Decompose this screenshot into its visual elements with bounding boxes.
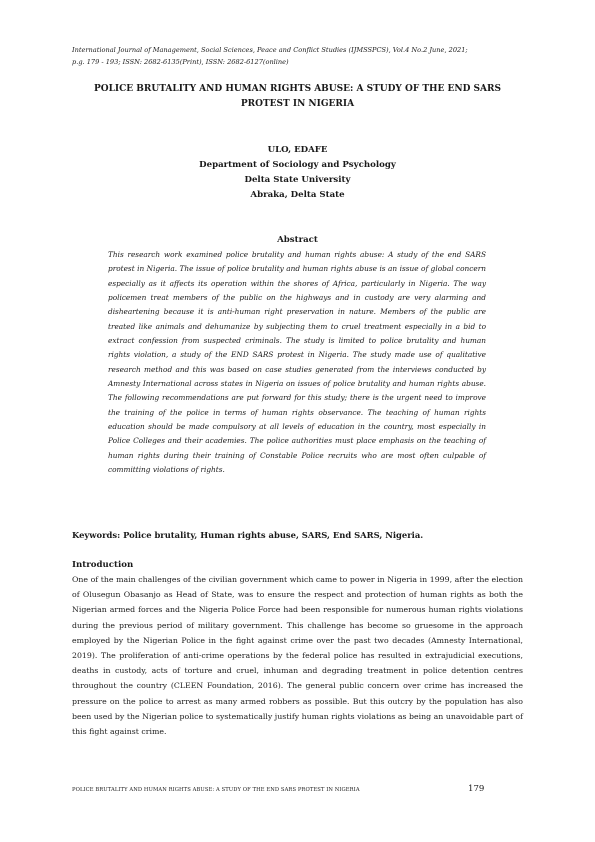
abstract-heading: Abstract — [277, 235, 318, 245]
article-title-line-2: PROTEST IN NIGERIA — [240, 99, 355, 109]
author-block — [72, 143, 523, 203]
journal-citation-line-1: International Journal of Management, Social Sciences, Peace and Conflict Studies (IJMSSPCS), Vol.4 No.2 June, 2021; — [72, 46, 468, 54]
introduction-heading: Introduction — [72, 560, 134, 570]
journal-header — [72, 44, 532, 68]
article-title-line-1: POLICE BRUTALITY AND HUMAN RIGHTS ABUSE: A STUDY OF THE END SARS — [93, 84, 502, 94]
journal-citation-line-2: p.g. 179 - 193; ISSN: 2682-6135(Print), ISSN: 2682-6127(online) — [72, 58, 289, 66]
page-number: 179 — [468, 784, 485, 794]
keywords-line: Keywords: Police brutality, Human rights abuse, SARS, End SARS, Nigeria. — [72, 530, 424, 540]
abstract-text: This research work examined police brutality and human rights abuse: A study of the end SARS protest in Nigeria. The issue of police brutality and human rights abuse is an issue of global concern especially as it affects its operation within the shores of Africa, particularly in Nigeria. The way policemen treat members of the public on the highways and in custody are very alarming and disheartening because it is anti-human right preservation in nature. Members of the public are treated like animals and dehumanize by subjecting them to cruel treatment especially in a bid to extract confession from suspected criminals. The study is limited to police brutality and human rights violation, a study of the END SARS protest in Nigeria. The study made use of qualitative research method and this was based on case studies generated from the interviews conducted by Amnesty International across states in Nigeria on issues of police brutality and human rights abuse. The following recommendations are put forward for this study; there is the urgent need to improve the training of the police in terms of human rights observance. The teaching of human rights education should be made compulsory at all levels of education in the country, most especially in Police Colleges and their academies. The police authorities must place emphasis on the teaching of human rights during their training of Constable Police recruits who are most often culpable of committing violations of rights. — [108, 250, 486, 475]
footer-running-title: POLICE BRUTALITY AND HUMAN RIGHTS ABUSE: A STUDY OF THE END SARS PROTEST IN NIGERIA — [72, 787, 360, 793]
author-university: Delta State University — [244, 175, 351, 185]
introduction-paragraph: One of the main challenges of the civilian government which came to power in Nigeria in 1999, after the election of Olusegun Obasanjo as Head of State, was to ensure the respect and protection of human rights as both the Nigerian armed forces and the Nigeria Police Force had been responsible for numerous human rights violations during the previous period of military government. This challenge has become so gruesome in the approach employed by the Nigerian Police in the fight against crime over the past two decades (Amnesty International, 2019). The proliferation of anti-crime operations by the federal police has resulted in extrajudicial executions, deaths in custody, acts of torture and cruel, inhuman and degrading treatment in police detention centres throughout the country (CLEEN Foundation, 2016). The general public concern over crime has increased the pressure on the police to arrest as many armed robbers as possible. But this outcry by the population has also been used by the Nigerian police to systematically justify human rights violations as being an unavoidable part of this fight against crime. — [72, 575, 523, 737]
author-location: Abraka, Delta State — [250, 190, 345, 200]
author-department: Department of Sociology and Psychology — [199, 160, 396, 170]
article-title — [72, 82, 523, 112]
author-name: ULO, EDAFE — [267, 145, 328, 155]
